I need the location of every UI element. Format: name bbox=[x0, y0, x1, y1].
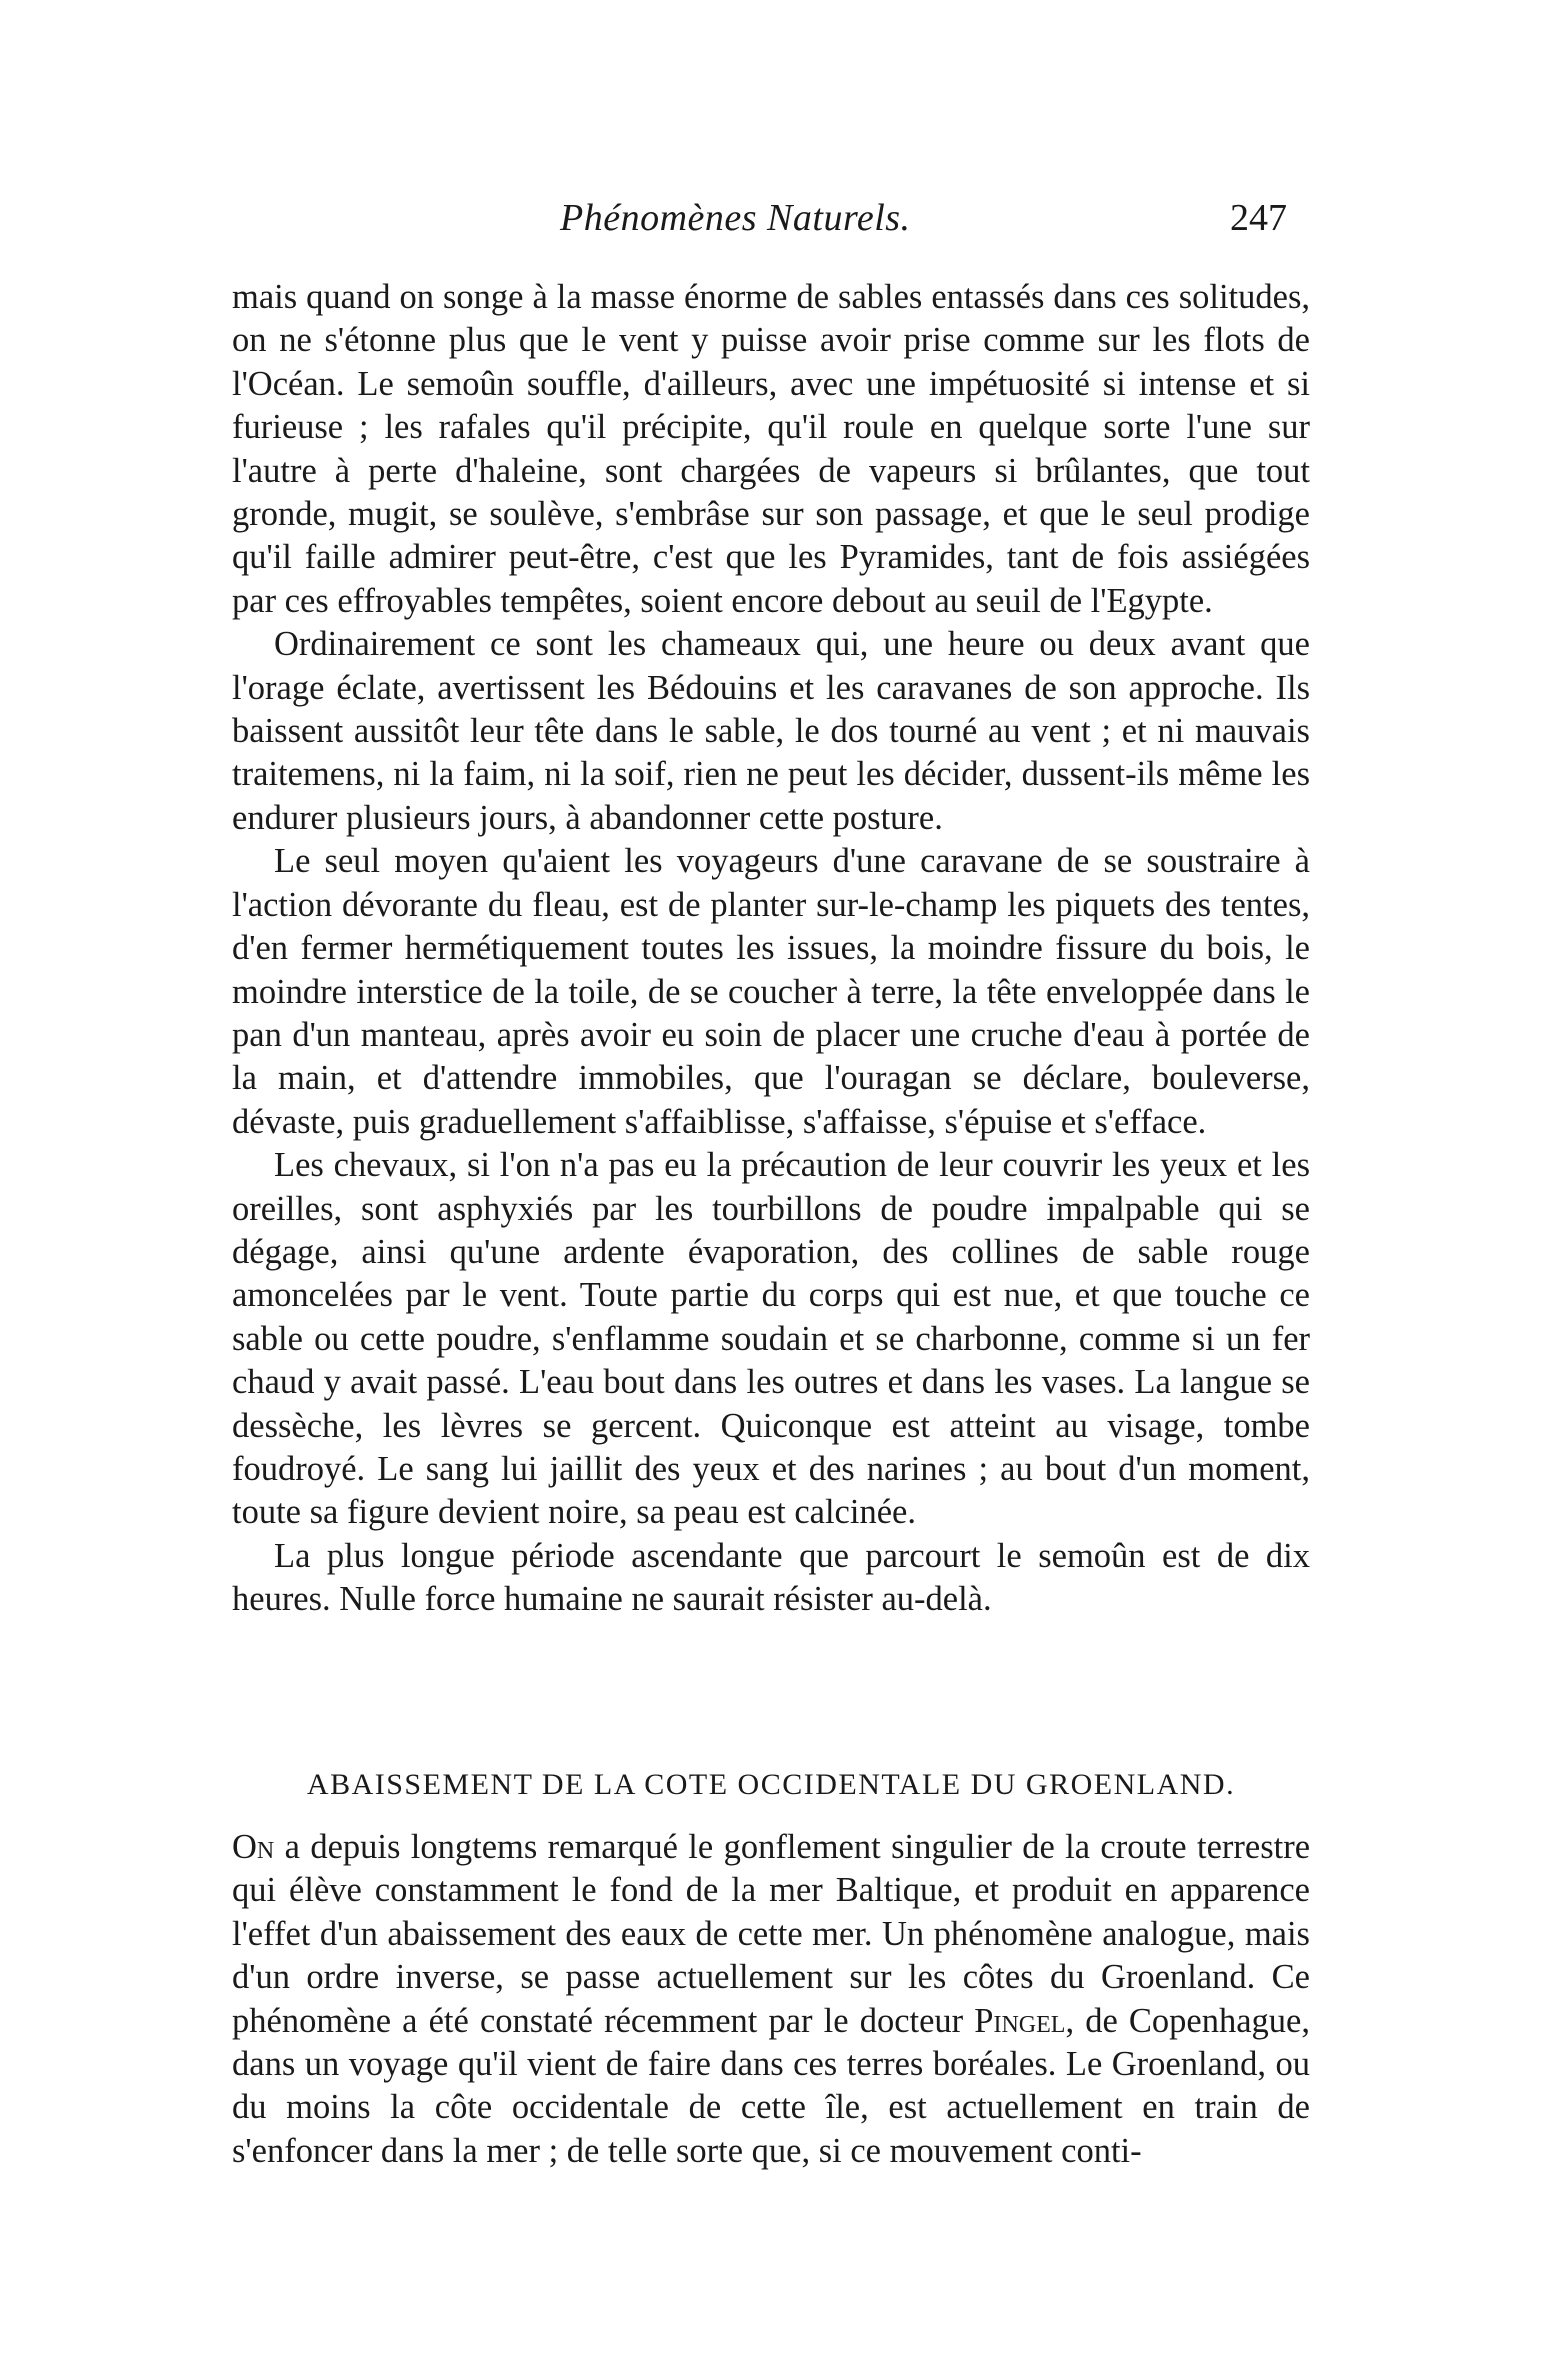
paragraph: La plus longue période ascendante que parcourt le semoûn est de dix heures. Nulle force humaine ne saurait résister au-delà. bbox=[232, 1536, 1310, 1619]
opening-word: On bbox=[232, 1828, 275, 1866]
paragraph: Le seul moyen qu'aient les voyageurs d'une caravane de se soustraire à l'action dévorante du fleau, est de planter sur-le-champ les piquets des tentes, d'en fermer hermétiquement toutes les issues, la moindre fissure du bois, le moindre interstice de la toile, de se coucher à terre, la tête enveloppée dans le pan d'un manteau, après avoir eu soin de placer une cruche d'eau à portée de la main, et d'attendre immobiles, que l'ouragan se déclare, bouleverse, dévaste, puis graduellement s'affaiblisse, s'affaisse, s'épuise et s'efface. bbox=[232, 842, 1310, 1141]
paragraph: Ordinairement ce sont les chameaux qui, une heure ou deux avant que l'orage éclate, avertissent les Bédouins et les caravanes de son approche. Ils baissent aussitôt leur tête dans le sable, le dos tourné au vent ; et ni mauvais traitemens, ni la faim, ni la soif, rien ne peut les décider, dussent-ils même les endurer plusieurs jours, à abandonner cette posture. bbox=[232, 625, 1310, 837]
running-title: Phénomènes Naturels. bbox=[560, 197, 911, 239]
person-name: Pingel bbox=[974, 2001, 1066, 2040]
section-text-part: , de Copenhague, dans un voyage qu'il vient de faire dans ces terres boréales. Le Groenland, ou du moins la côte occidentale de cette île, est actuellement en train de s'enfoncer dans la mer ; de telle sorte que, si ce mouvement conti- bbox=[232, 2001, 1310, 2170]
section-paragraph bbox=[232, 1826, 1310, 2173]
section-heading: ABAISSEMENT DE LA COTE OCCIDENTALE DU GROENLAND. bbox=[306, 1768, 1236, 1801]
paragraph: Les chevaux, si l'on n'a pas eu la précaution de leur couvrir les yeux et les oreilles, sont asphyxiés par les tourbillons de poudre impalpable qui se dégage, ainsi qu'une ardente évaporation, des collines de sable rouge amoncelées par le vent. Toute partie du corps qui est nue, et que touche ce sable ou cette poudre, s'enflamme soudain et se charbonne, comme si un fer chaud y avait passé. L'eau bout dans les outres et dans les vases. La langue se dessèche, les lèvres se gercent. Quiconque est atteint au visage, tombe foudroyé. Le sang lui jaillit des yeux et des narines ; au bout d'un moment, toute sa figure devient noire, sa peau est calcinée. bbox=[232, 1146, 1310, 1532]
section-text-part: a depuis longtems remarqué le gonflement singulier de la croute terrestre qui élève constamment le fond de la mer Baltique, et produit en apparence l'effet d'un abaissement des eaux de cette mer. Un phénomène analogue, mais d'un ordre inverse, se passe actuellement sur les côtes du Groenland. Ce phénomène a été constaté récemment par le docteur bbox=[232, 1828, 1311, 2040]
paragraph: mais quand on songe à la masse énorme de sables entassés dans ces solitudes, on ne s'étonne plus que le vent y puisse avoir prise comme sur les flots de l'Océan. Le semoûn souffle, d'ailleurs, avec une impétuosité si intense et si furieuse ; les rafales qu'il précipite, qu'il roule en quelque sorte l'une sur l'autre à perte d'haleine, sont chargées de vapeurs si brûlantes, que tout gronde, mugit, se soulève, s'embrâse sur son passage, et que le seul prodige qu'il faille admirer peut-être, c'est que les Pyramides, tant de fois assiégées par ces effroyables tempêtes, soient encore debout au seuil de l'Egypte. bbox=[232, 278, 1310, 620]
body-text bbox=[232, 276, 1310, 1622]
page-number: 247 bbox=[1230, 197, 1287, 239]
section-body-text bbox=[232, 1826, 1310, 2173]
